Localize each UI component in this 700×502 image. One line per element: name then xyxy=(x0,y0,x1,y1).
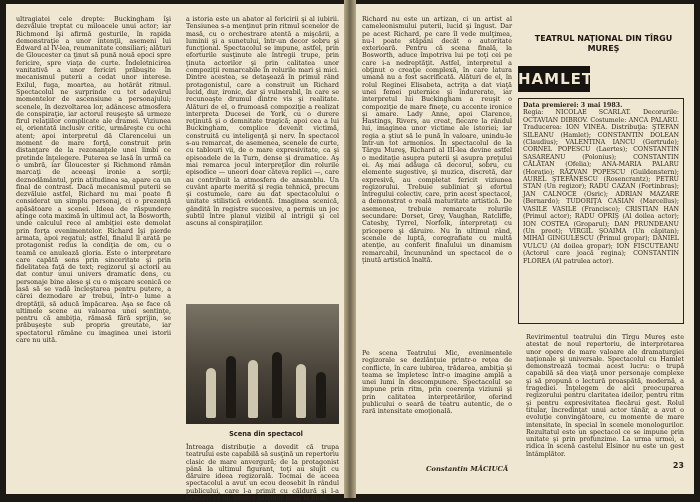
book-spine xyxy=(344,0,356,498)
photo-caption: Scena din spectacol xyxy=(229,430,303,438)
cast-box xyxy=(518,98,684,324)
right-text-column-1: Richard nu este un artizan, ci un artist al cameleonismului puterii, lucid şi îngust. Dar pe acest Richard, pe care îl vede mulţimea, nu-l poate stăpâni decât o autoritate exterioară. Pentru că scena finală, la Bosworth, aduce împotriva lui pe toţi cei pe care i-a nedreptăţit. Astfel, interpretul a obţinut o creaţie complexă, în care latura umană nu a fost sacrificată. Alături de el, în rolul Reginei Elisabeta, actriţa a dat viaţă unei femei puternice şi îndurerate, iar interpretul lui Buckingham a reuşit o compoziţie de mare fineţe, cu accente ironice şi amare. Lady Anne, apoi Clarence, Hastings, Rivers, au creat, fiecare la rândul lui, imaginea unor victime ale istoriei; iar regia a ştiut să le pună în valoare, unindu-le într-un tot armonios. În spectacolul de la Târgu Mureş, Richard al III-lea devine astfel o meditaţie asupra puterii şi asupra preţului ei. Aş mai adăuga că decorul, sobru, cu elemente sugestive, şi muzica, discretă, dar expresivă, au completat fericit viziunea regizorului. Trebuie subliniat şi efortul întregului colectiv, care, prin acest spectacol, a demonstrat o reală maturitate artistică. De asemenea, trebuie remarcate rolurile secundare: Dorset, Grey, Vaughan, Ratcliffe, Catesby, Tyrrel, Norfolk, interpretaţi cu pricepere şi dăruire. Nu în ultimul rând, scenele de luptă, coregrafiate cu multă atenţie, au conferit finalului un dinamism remarcabil, încununând un spectacol de o ţinută artistică înaltă. xyxy=(362,15,512,264)
author-signature: Constantin MĂCIUCĂ xyxy=(426,465,509,473)
page-number: 23 xyxy=(672,461,684,470)
cast-list: Regia: NICOLAE SCARLAT. Decorurile: OCTAVIAN DIBROV. Costumele: ANCA PALARU. Traducerea: ION VINEA. Distribuţia: ŞTEFAN SILEANU (Hamlet); CONSTANTIN DOLEAN (Claudius); VALENTINA IANCU (Gertrude); CORNEL POPESCU (Laertes); CONSTANTIN SASAREANU (Polonius); CONSTANTIN CĂLĂTAN (Ofelia); ANA-MARIA PALARU (Horaţio); RĂZVAN POPESCU (Guildenstern); AUREL ŞTEFĂNESCU (Rosencrantz); PETRU STAN (Un regizor); RADU CAZAN (Fortinbras); JAN CALNOCE (Osric); ADRIAN MAZARE (Bernardo); TUDORIŢA CASIAN (Marcellus); VASILE VASILE (Francisco); CRISTIAN HAN (Primul actor); RADU OPRIŞ (Al doilea actor); ION COSTEA (Groparul); DAN PRUNDEANU (Un preot); VIRGIL ŞOAIMA (Un căpitan); MIHAI GINGULESCU (Primul gropar); DANIEL VULCU (Al doilea gropar); ION FISCUTEANU (Actorul care joacă regina); CONSTANTIN FLOREA (Al patrulea actor). xyxy=(523,109,679,265)
right-text-column-3: Revirimentul teatrului din Tîrgu Mureş este atestat de noul repertoriu, de interpretarea unor opere de mare valoare ale dramaturgiei naţionale şi universale. Spectacolul cu Hamlet demonstrează tocmai acest lucru: o trupă capabilă să dea viaţă unor personaje complexe şi să propună o lectură proaspătă, modernă, a tragediei. Înţelegem de aici preocuparea regizorului pentru claritatea ideilor, pentru ritm şi pentru expresivitatea fiecărui gest. Rolul titular, încredinţat unui actor tânăr, a avut o evoluţie convingătoare, cu momente de mare intensitate, în special în scenele monologurilor. Rezultatul este un spectacol ce se impune prin unitate şi prin profunzime. La urma urmei, a ridica în scenă castelul Elsinor nu este un gest întâmplător. xyxy=(526,333,684,458)
left-text-column-2: a istoria este un abator al fericirii şi al iubirii. Tensiunea s-a menţinut prin ritmul scenelor de masă, cu o orchestrare atentă a mişcării, a luminii şi a sunetului, într-un decor sobru şi funcţional. Spectacolul se impune, astfel, prin eforturile susţinute ale întregii trupe, prin ţinuta actorilor şi prin calitatea unor compoziţii remarcabile în rolurile mari şi mici. Dintre acestea, se detaşează în primul rând protagonistul, care a construit un Richard lucid, dur, ironic, dar şi vulnerabil, în care se recunoaşte drumul dintre vis şi realitate. Alături de el, o frumoasă compoziţie a realizat interpreta Ducesei de York, cu o durere reţinută şi o demnitate tragică; apoi cea a lui Buckingham, complice devenit victimă, construită cu inteligenţă şi nerv. În spectacol s-au remarcat, de asemenea, scenele de curte, cu tablouri vii, de o mare expresivitate, ca şi episoadele de la Turn, dense şi dramatice. Aş mai remarca jocul interpreţilor din rolurile episodice — uneori doar câteva replici —, care au contribuit la atmosfera de ansamblu. Un cuvânt aparte merită şi regia tehnică, precum şi costumele, care au dat spectacolului o unitate stilistică evidentă. Imaginea scenică, gândită în registre succesive, a permis un joc subtil între planul vizibil al intrigii şi cel ascuns al conspiraţiilor. xyxy=(186,15,339,228)
left-page xyxy=(6,4,344,502)
right-text-column-2: Pe scena Teatrului Mic, evenimentele regizorale se dezlănţuie printr-o reţea de conflicte, în care iubirea, trădarea, ambiţia şi teama se împletesc într-o imagine amplă a unei lumi în descompunere. Spectacolul se impune prin ritm, prin coerenţa viziunii şi prin calitatea interpretărilor, oferind publicului o seară de teatru autentic, de o rară intensitate emoţională. xyxy=(362,349,512,416)
premiere-date: Data premierei: 3 mai 1983. xyxy=(523,102,623,109)
left-text-column-1: ultragiatei cele drepte: Buckingham îşi dezvăluie treptat cu miloacele unui actor; iar Richmond îşi afirmă gesturile, în rapida demonstraţie a unor intenţii, asemeni lui Edward al IV-lea, reumanitate consiliari; alături de Gloucester ca ţinut să pună nouă epoci spre fericire, spre viaţa de curte. Îndeletnicirea vanitativă a unor fericiri prăbuşite în mecanismul puterii a cedat unor interese. Exilul, fuga, moartea, au hotărât ritmul. Spectacolul ne surprinde cu tot adevărul momentelor de ascensiune a personajului; scenele, în dezvoltarea lor, adâncesc atmosfera de conspiraţie, iar actorul reuşeşte să urmeze firul relaţiilor complicate ale dramei. Viziunea ei, orientată inclusiv critic, urmăreşte cu ochi atent; apoi interpretul dă Clarencelui un moment de mare forţă, construit prin distanţare de la rezonanţele unei limbi ce pretinde înţelegere. Puterea se lasă în urmă ca o umbră, iar Gloucester şi Richmond rămân marcaţi de aceeaşi ironie a sorţii; deznodământul, prin atitudinea sa, apare ca un final de contrast. Dacă mecanismul puterii se dezvăluie astfel, Richard nu mai poate fi considerat un simplu personaj, ci o prezenţă apăsătoare a scenei. Ideea de răspundere atinge cota maximă în ultimul act, la Bosworth, unde calculul rece al ambiţiei este demolat prin forţa evenimentelor. Richard îşi pierde armata, apoi regatul; astfel, finalul îl arată pe protagonist redus la condiţia de om, cu o teamă ce anulează gloria. Este o interpretare care capătă sens prin sinceritate şi prin fidelitatea faţă de text; regizorul şi actorii au dat contur unui univers dramatic dens, cu personaje bine alese şi cu o mişcare scenică ce lasă să se vadă încleştarea pentru putere, a cărei deznodare ar trebui, într-o lume a dreptăţii, să aducă împăcarea. Aşa se face că ultimele scene au valoarea unei sentinţe, pentru că ambiţia, rămasă fără sprijin, se prăbuşeşte sub propria greutate, iar spectatorul rămâne cu imaginea unei istorii care nu uită. xyxy=(16,15,171,345)
play-title: HAMLET xyxy=(518,66,590,92)
right-page xyxy=(356,4,694,494)
production-photo xyxy=(186,304,339,424)
theatre-name: TEATRUL NAŢIONAL DIN TÎRGU MUREŞ xyxy=(534,34,673,53)
left-text-column-3: Întreaga distribuţie a dovedit că trupa teatrului este capabilă să susţină un repertoriu clasic de mare anvergură; de la protagonist până la ultimul figurant, toţi au slujit cu dăruire ideea regizorală. Tocmai de aceea spectacolul a avut un ecou deosebit în rândul publicului, care l-a primit cu căldură şi l-a urmărit cu un interes susţinut până la final. xyxy=(186,443,339,502)
